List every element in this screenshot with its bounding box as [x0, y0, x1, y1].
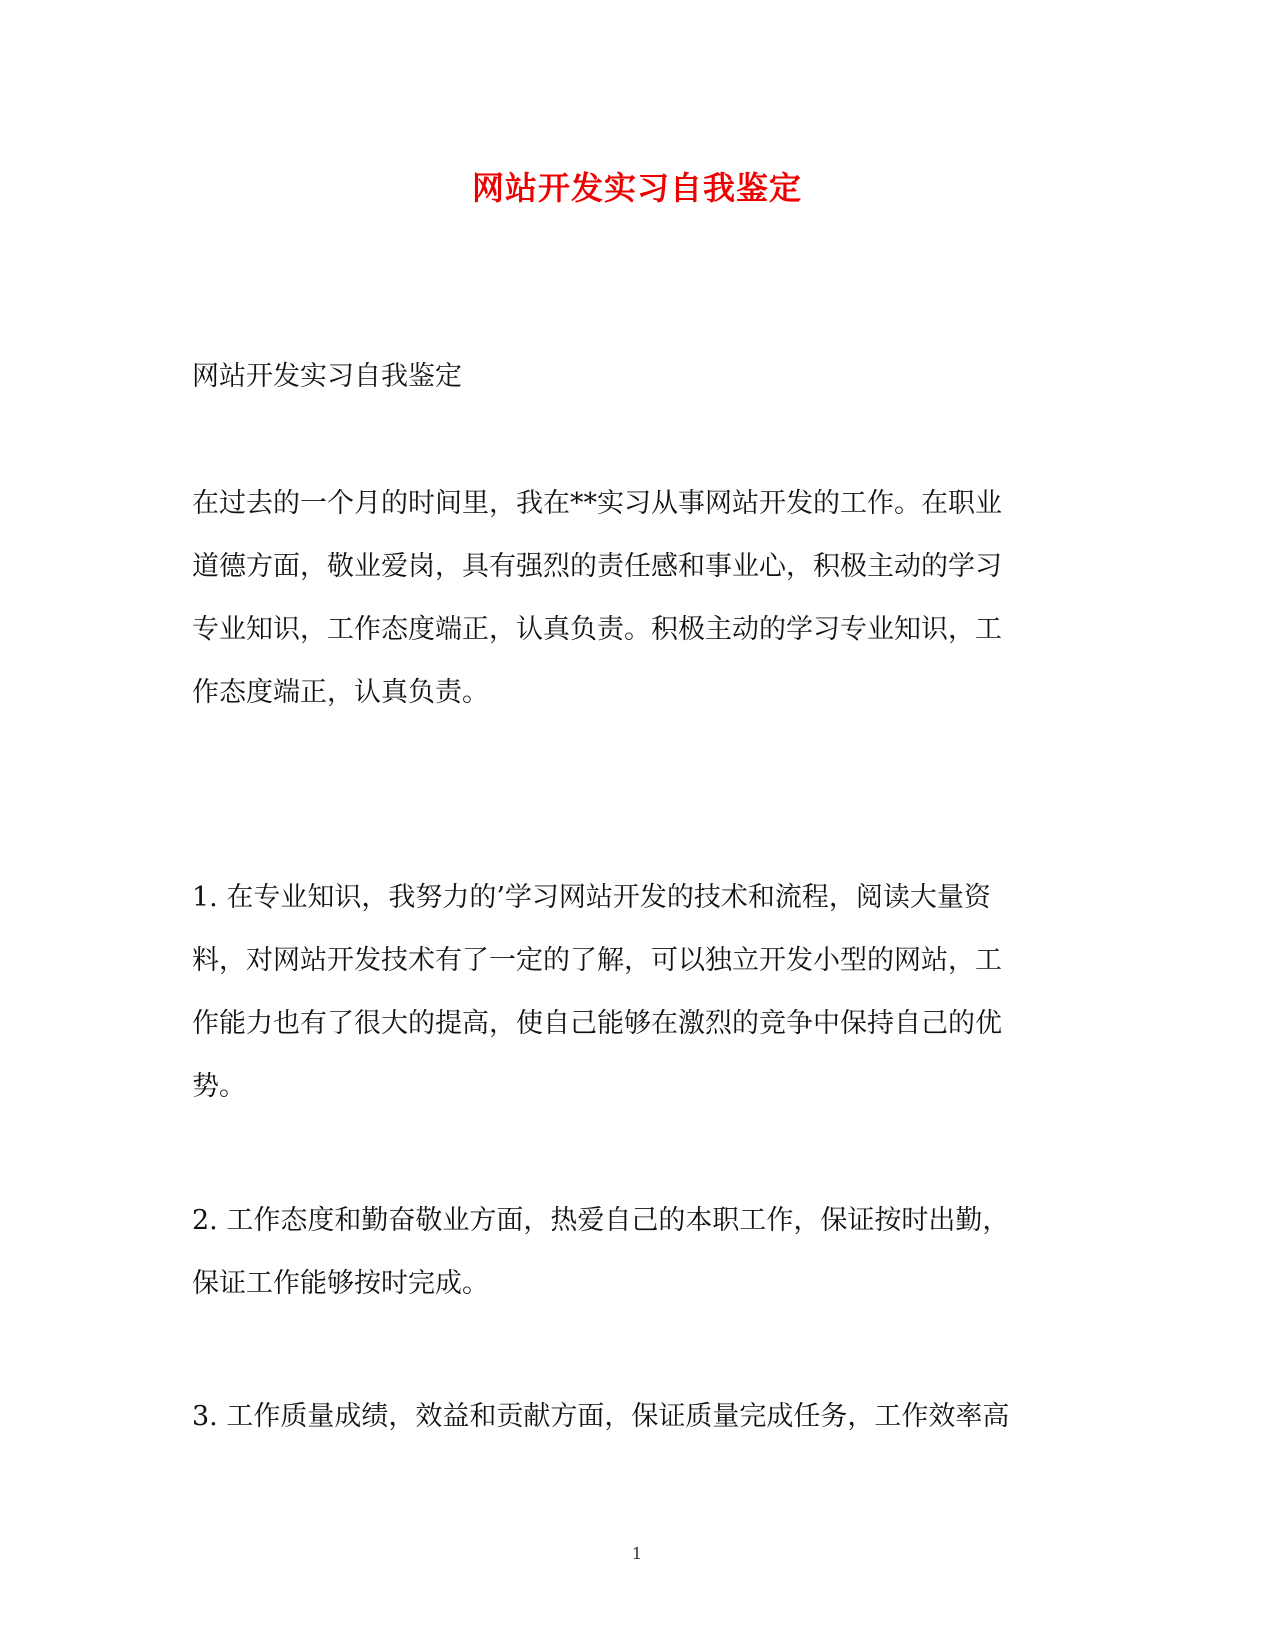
paragraph-line: 2. 工作态度和勤奋敬业方面，热爱自己的本职工作，保证按时出勤， — [192, 1205, 1010, 1236]
paragraph-line: 作态度端正，认真负责。 — [192, 677, 489, 708]
page-number: 1 — [631, 1544, 643, 1563]
paragraph-line: 3. 工作质量成绩，效益和贡献方面，保证质量完成任务，工作效率高 — [192, 1401, 1010, 1432]
paragraph-line: 1. 在专业知识，我努力的’学习网站开发的技术和流程，阅读大量资 — [192, 882, 991, 913]
document-subtitle — [192, 345, 1082, 408]
paragraph-line: 作能力也有了很大的提高，使自己能够在激烈的竞争中保持自己的优 — [192, 1008, 1002, 1039]
list-item-2 — [192, 1189, 1082, 1315]
paragraph-line: 专业知识，工作态度端正，认真负责。积极主动的学习专业知识，工 — [192, 614, 1002, 645]
list-item-1 — [192, 866, 1082, 1118]
paragraph-line: 料，对网站开发技术有了一定的了解，可以独立开发小型的网站，工 — [192, 945, 1002, 976]
paragraph-line: 势。 — [192, 1071, 246, 1102]
subtitle-text: 网站开发实习自我鉴定 — [192, 361, 462, 392]
intro-paragraph — [192, 472, 1082, 724]
paragraph-line: 在过去的一个月的时间里，我在**实习从事网站开发的工作。在职业 — [192, 488, 1002, 519]
paragraph-line: 道德方面，敬业爱岗，具有强烈的责任感和事业心，积极主动的学习 — [192, 551, 1002, 582]
list-item-3 — [192, 1385, 1082, 1448]
document-title: 网站开发实习自我鉴定 — [471, 169, 802, 207]
paragraph-line: 保证工作能够按时完成。 — [192, 1268, 489, 1299]
